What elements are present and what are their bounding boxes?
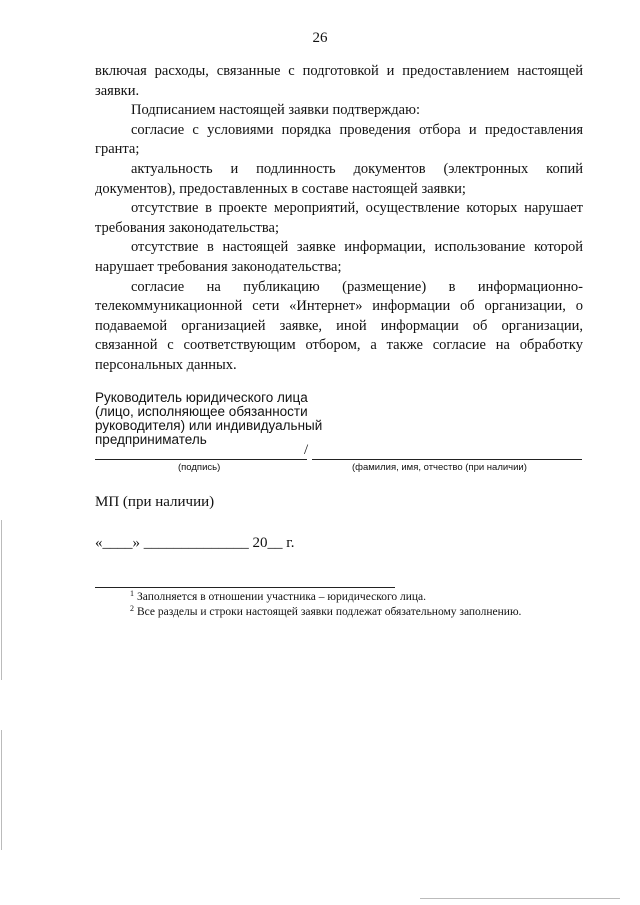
signer-line-text: предприниматель [95, 432, 207, 447]
signer-line: Руководитель юридического лица [95, 390, 308, 405]
footnote-mark: 1 [130, 589, 134, 598]
footnote-mark: 2 [130, 604, 134, 613]
name-line[interactable] [312, 459, 582, 460]
paragraph: отсутствие в проекте мероприятий, осуществление которых нарушает требования законодательства; [95, 200, 583, 236]
scan-edge-mark [1, 730, 2, 850]
scan-edge-mark [1, 520, 2, 680]
footnote-rule [95, 587, 395, 588]
stamp-label: МП (при наличии) [95, 494, 215, 510]
paragraph: актуальность и подлинность документов (электронных копий документов), предоставленных в составе настоящей заявки; [95, 160, 583, 197]
page-number: 26 [312, 30, 328, 46]
footnote-text: Заполняется в отношении участника – юридического лица. [137, 591, 427, 603]
footnote-text: Все разделы и строки настоящей заявки подлежат обязательному заполнению. [137, 606, 522, 618]
paragraph: включая расходы, связанные с подготовкой и предоставлением настоящей заявки. [95, 63, 583, 99]
signer-line: (лицо, исполняющее обязанности [95, 404, 308, 419]
scan-edge-mark [420, 898, 620, 899]
signer-block [95, 391, 355, 447]
signer-line [95, 433, 355, 447]
name-caption: (фамилия, имя, отчество (при наличии) [352, 462, 527, 473]
paragraph: Подписанием настоящей заявки подтверждаю: [131, 102, 420, 119]
paragraph: согласие с условиями порядка проведения отбора и предоставления гранта; [95, 121, 583, 158]
signer-line: руководителя) или индивидуальный [95, 418, 323, 433]
signature-separator: / [304, 442, 309, 458]
footnote [130, 589, 426, 603]
signature-line[interactable] [95, 459, 307, 460]
paragraph: согласие на публикацию (размещение) в информационно-телекоммуникационной сети «Интернет» информации об организации, о подаваемой организацией заявке, иной информации об организации, связанной с соответствующим отбором, а также согласие на обработку персональных данных. [95, 278, 583, 373]
footnote [130, 604, 521, 618]
signature-caption: (подпись) [178, 462, 221, 473]
date-line: «____» ______________ 20__ г. [95, 535, 295, 551]
paragraph: отсутствие в настоящей заявке информации, использование которой нарушает требования законодательства; [95, 239, 583, 275]
body-text [95, 62, 583, 376]
